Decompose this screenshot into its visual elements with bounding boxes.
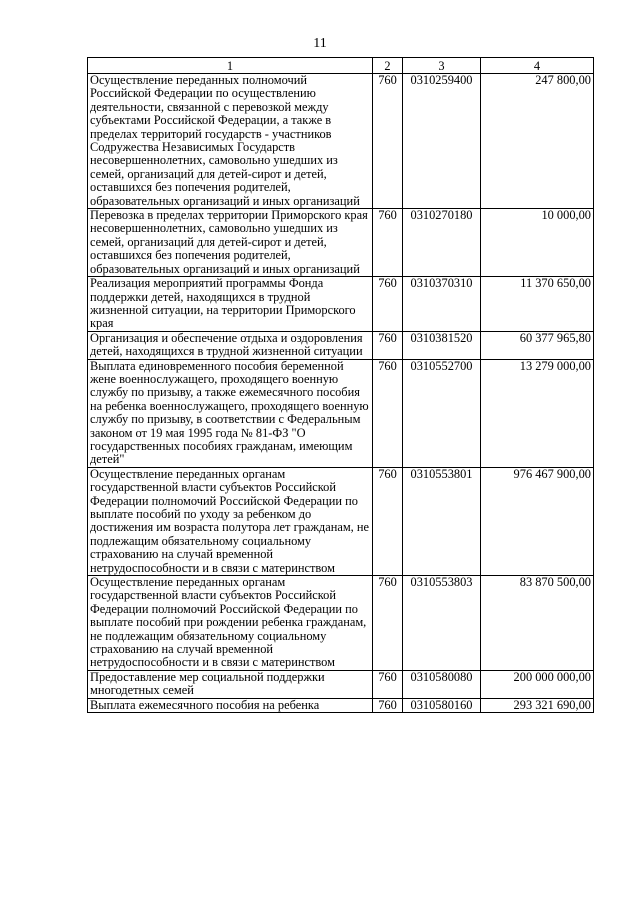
header-col-2: 2 bbox=[373, 58, 403, 74]
header-row bbox=[88, 58, 594, 74]
row-name: Предоставление мер социальной поддержки многодетных семей bbox=[88, 670, 373, 698]
row-amount: 976 467 900,00 bbox=[481, 467, 594, 575]
header-col-4: 4 bbox=[481, 58, 594, 74]
table-row bbox=[88, 576, 594, 671]
header-col-3: 3 bbox=[403, 58, 481, 74]
row-gr-code: 760 bbox=[373, 467, 403, 575]
row-target-code: 0310370310 bbox=[403, 277, 481, 332]
row-gr-code: 760 bbox=[373, 576, 403, 671]
table-row bbox=[88, 359, 594, 467]
row-target-code: 0310381520 bbox=[403, 331, 481, 359]
row-target-code: 0310580080 bbox=[403, 670, 481, 698]
row-name: Реализация мероприятий программы Фонда поддержки детей, находящихся в трудной жизненной ситуации, на территории Приморского края bbox=[88, 277, 373, 332]
row-name: Осуществление переданных органам государственной власти субъектов Российской Федерации полномочий Российской Федерации по выплате пособий при рождении ребенка гражданам, не подлежащим обязательному социальному страхованию на случай временной нетрудоспособности и в связи с материнством bbox=[88, 576, 373, 671]
row-gr-code: 760 bbox=[373, 209, 403, 277]
row-target-code: 0310259400 bbox=[403, 74, 481, 209]
row-name: Перевозка в пределах территории Приморского края несовершеннолетних, самовольно ушедших из семей, организаций для детей-сирот и детей, оставшихся без попечения родителей, образовательных организаций и иных организаций bbox=[88, 209, 373, 277]
table-header bbox=[88, 58, 594, 74]
table-row bbox=[88, 698, 594, 712]
row-target-code: 0310553803 bbox=[403, 576, 481, 671]
row-gr-code: 760 bbox=[373, 74, 403, 209]
table-row bbox=[88, 670, 594, 698]
table-row bbox=[88, 74, 594, 209]
row-target-code: 0310580160 bbox=[403, 698, 481, 712]
table-row bbox=[88, 209, 594, 277]
row-gr-code: 760 bbox=[373, 698, 403, 712]
row-gr-code: 760 bbox=[373, 359, 403, 467]
row-gr-code: 760 bbox=[373, 670, 403, 698]
header-col-1: 1 bbox=[88, 58, 373, 74]
page-number: 11 bbox=[313, 36, 327, 51]
table-row bbox=[88, 467, 594, 575]
row-amount: 83 870 500,00 bbox=[481, 576, 594, 671]
row-name: Организация и обеспечение отдыха и оздоровления детей, находящихся в трудной жизненной ситуации bbox=[88, 331, 373, 359]
row-amount: 10 000,00 bbox=[481, 209, 594, 277]
table-row bbox=[88, 277, 594, 332]
row-amount: 293 321 690,00 bbox=[481, 698, 594, 712]
row-target-code: 0310552700 bbox=[403, 359, 481, 467]
row-name: Осуществление переданных полномочий Российской Федерации по осуществлению деятельности, связанной с перевозкой между субъектами Российской Федерации, а также в пределах территорий государств - участников Содружества Независимых Государств несовершеннолетних, самовольно ушедших из семей, организаций для детей-сирот и детей, оставшихся без попечения родителей, образовательных организаций и иных организаций bbox=[88, 74, 373, 209]
row-target-code: 0310270180 bbox=[403, 209, 481, 277]
row-target-code: 0310553801 bbox=[403, 467, 481, 575]
budget-table bbox=[87, 57, 594, 713]
row-name: Выплата ежемесячного пособия на ребенка bbox=[88, 698, 373, 712]
row-gr-code: 760 bbox=[373, 331, 403, 359]
row-amount: 11 370 650,00 bbox=[481, 277, 594, 332]
table-row bbox=[88, 331, 594, 359]
row-gr-code: 760 bbox=[373, 277, 403, 332]
row-amount: 200 000 000,00 bbox=[481, 670, 594, 698]
row-name: Выплата единовременного пособия беременной жене военнослужащего, проходящего военную службу по призыву, а также ежемесячного пособия на ребенка военнослужащего, проходящего военную службу по призыву, в соответствии с Федеральным законом от 19 мая 1995 года № 81-ФЗ "О государственных пособиях гражданам, имеющим детей" bbox=[88, 359, 373, 467]
row-amount: 13 279 000,00 bbox=[481, 359, 594, 467]
row-name: Осуществление переданных органам государственной власти субъектов Российской Федерации полномочий Российской Федерации по выплате пособий по уходу за ребенком до достижения им возраста полутора лет гражданам, не подлежащим обязательному социальному страхованию на случай временной нетрудоспособности и в связи с материнством bbox=[88, 467, 373, 575]
row-amount: 247 800,00 bbox=[481, 74, 594, 209]
table-body bbox=[88, 74, 594, 713]
row-amount: 60 377 965,80 bbox=[481, 331, 594, 359]
